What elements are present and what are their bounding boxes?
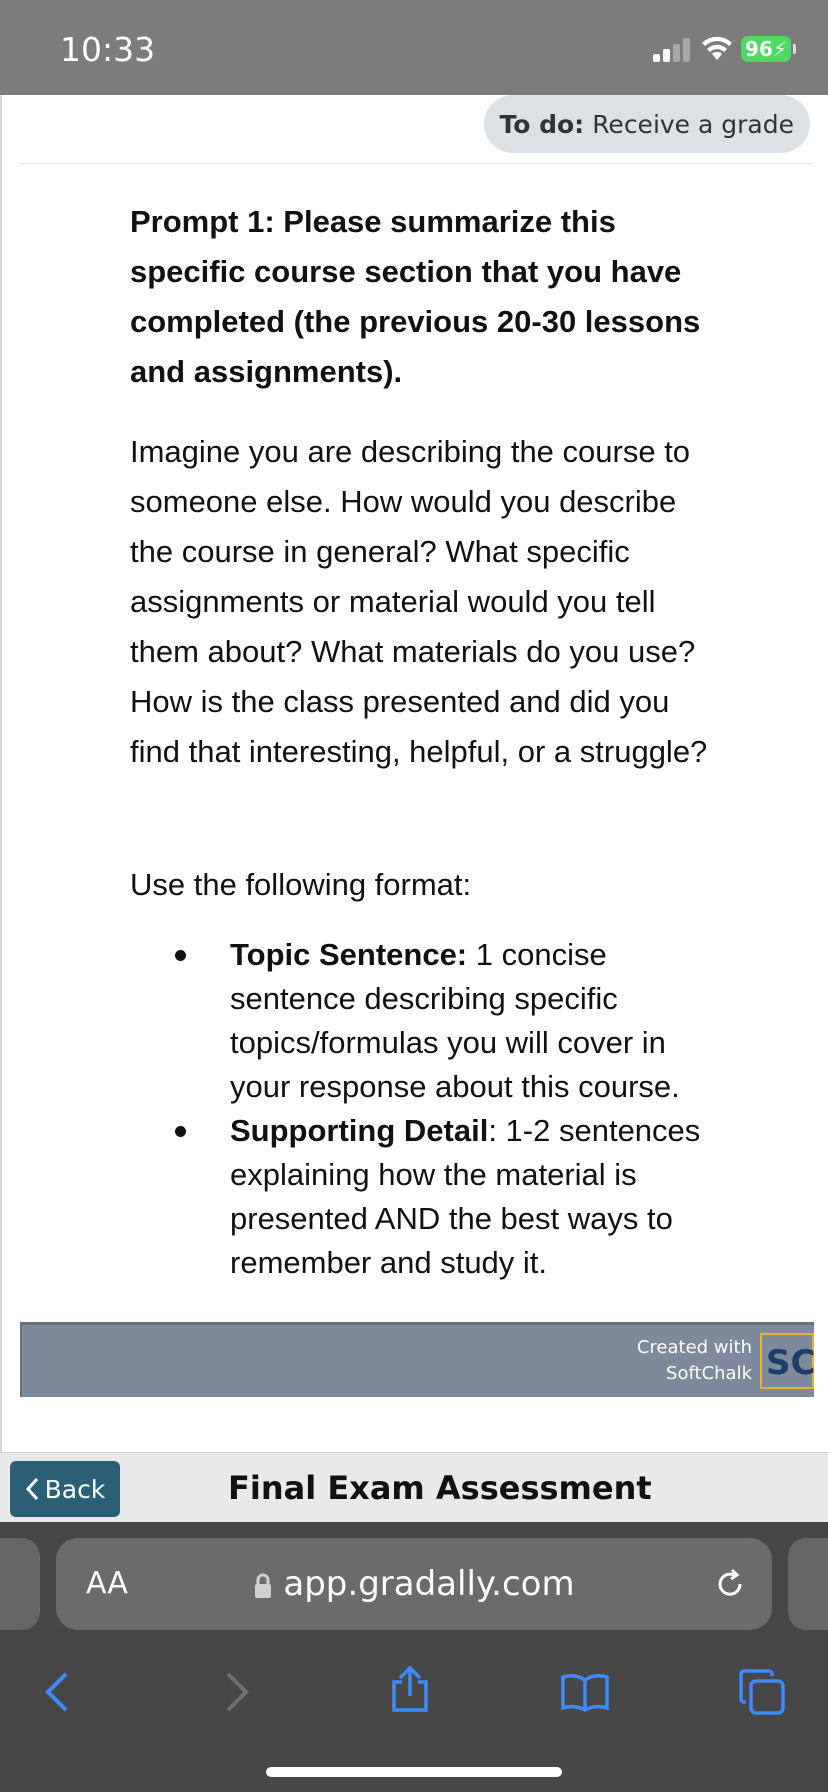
list-item	[130, 1109, 730, 1285]
page-title: Final Exam Assessment	[228, 1469, 652, 1507]
tabs-icon[interactable]	[738, 1668, 786, 1716]
battery-level: 96	[745, 37, 773, 61]
browser-back-icon[interactable]	[42, 1670, 72, 1714]
reload-icon[interactable]	[714, 1568, 746, 1600]
todo-label: To do:	[499, 109, 585, 139]
softchalk-logo-icon[interactable]: SC	[760, 1333, 814, 1389]
created-with-label: Created with	[636, 1337, 752, 1358]
lesson-viewer[interactable]	[20, 165, 812, 1415]
browser-chrome	[0, 1522, 828, 1792]
bookmarks-icon[interactable]	[560, 1672, 610, 1712]
todo-badge	[484, 95, 811, 153]
format-intro: Use the following format:	[130, 867, 472, 902]
aa-label: AA	[86, 1566, 128, 1601]
address-bar[interactable]	[56, 1538, 772, 1630]
previous-tab-preview[interactable]	[0, 1538, 40, 1630]
bullet-icon	[175, 950, 186, 961]
battery-icon: 96⚡	[741, 36, 791, 62]
list-item-text: : 1-2 sentences explaining how the material is presented AND the best ways to remember and study it.	[230, 1113, 701, 1280]
cellular-signal-icon	[653, 38, 691, 62]
list-item	[130, 933, 730, 1109]
prompt-heading: Prompt 1: Please summarize this specific course section that you have completed (the previous 20-30 lessons and assignments).	[130, 204, 701, 389]
browser-forward-icon[interactable]	[222, 1670, 252, 1714]
prompt-paragraph: Imagine you are describing the course to someone else. How would you describe the course in general? What specific assignments or material would you tell them about? What materials do you use? How is the class presented and did you find that interesting, helpful, or a struggle?	[130, 434, 708, 769]
url-display[interactable]	[56, 1564, 772, 1604]
chevron-left-icon	[25, 1477, 39, 1501]
todo-value: Receive a grade	[592, 109, 794, 139]
next-tab-preview[interactable]	[788, 1538, 828, 1630]
back-button-label: Back	[44, 1474, 106, 1504]
wifi-icon	[700, 34, 734, 62]
softchalk-credit	[637, 1335, 752, 1387]
list-item-bold: Supporting Detail	[230, 1113, 489, 1148]
browser-toolbar	[0, 1652, 828, 1752]
home-indicator	[266, 1767, 562, 1777]
list-item-bold: Topic Sentence:	[230, 937, 468, 972]
app-bottom-bar	[0, 1452, 828, 1523]
softchalk-footer	[20, 1322, 814, 1397]
back-button[interactable]	[10, 1461, 120, 1517]
status-bar	[0, 0, 828, 95]
divider	[20, 163, 812, 164]
format-list	[130, 933, 730, 1285]
share-icon[interactable]	[388, 1664, 432, 1714]
softchalk-label: SoftChalk	[666, 1363, 752, 1384]
url-text: app.gradally.com	[283, 1564, 575, 1604]
lesson-page	[0, 95, 828, 1522]
list-item-text: 1 concise sentence describing specific topics/formulas you will cover in your response about this course.	[230, 937, 680, 1104]
status-time: 10:33	[60, 30, 156, 69]
lock-icon	[253, 1573, 273, 1599]
bullet-icon	[175, 1126, 186, 1137]
